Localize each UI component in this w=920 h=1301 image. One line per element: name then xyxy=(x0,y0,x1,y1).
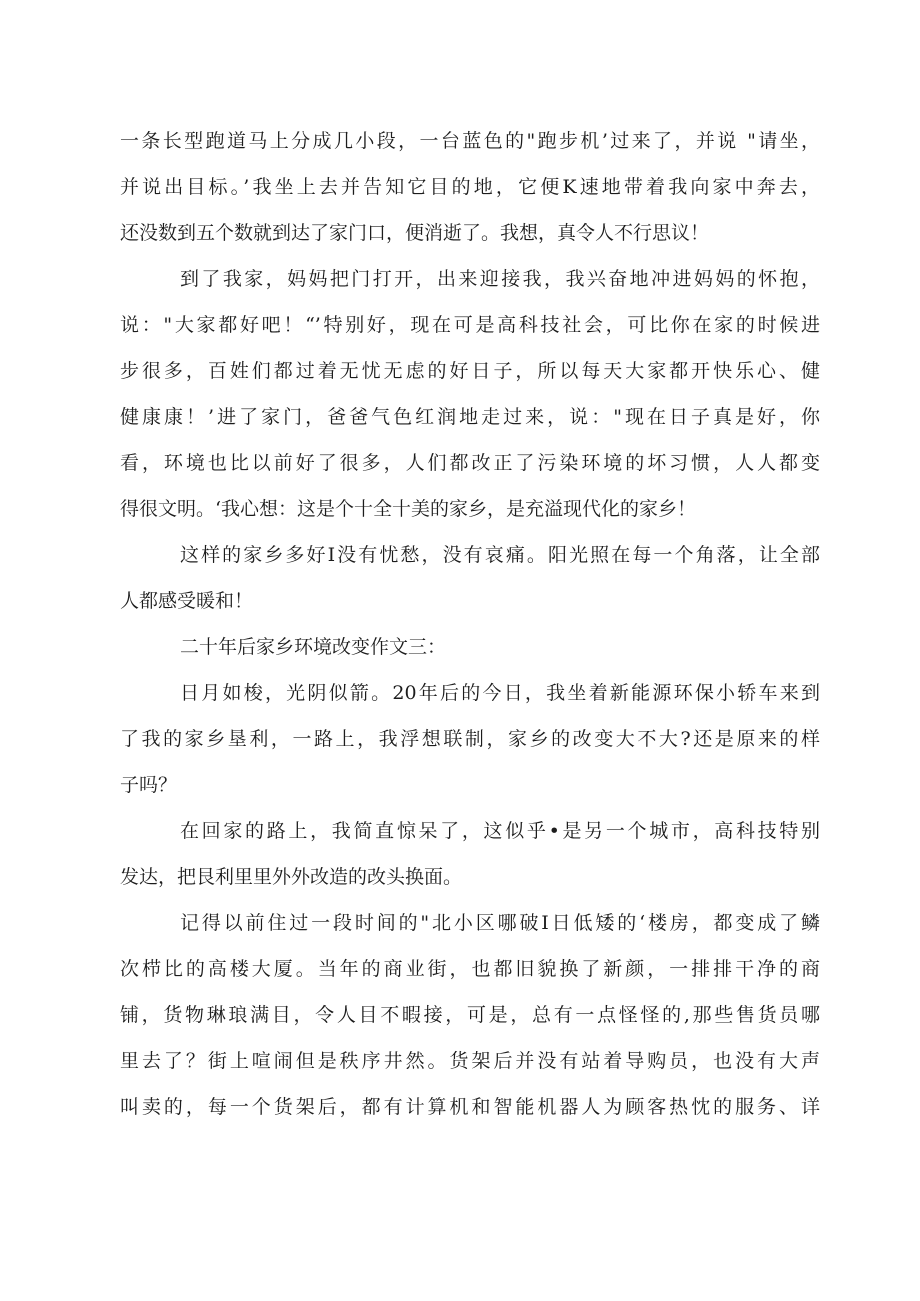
text-line: 得很文明。‘我心想：这是个十全十美的家乡，是充溢现代化的家乡！ xyxy=(120,498,697,520)
text-line: 子吗？ xyxy=(120,774,178,796)
text-line: 健康康！’进了家门，爸爸气色红润地走过来，说："现在日子真是好，你 xyxy=(120,406,820,428)
text-line: 这样的家乡多好I没有忧愁，没有哀痛。阳光照在每一个角落，让全部 xyxy=(180,544,820,566)
paragraph-4 xyxy=(120,670,820,808)
text-line: 一条长型跑道马上分成几小段，一台蓝色的"跑步机’过来了，并说 "请坐， xyxy=(120,130,820,152)
text-line: 看，环境也比以前好了很多，人们都改正了污染环境的坏习惯，人人都变 xyxy=(120,452,820,474)
text-line: 了我的家乡垦利，一路上，我浮想联制，家乡的改变大不大?还是原来的样 xyxy=(120,728,820,750)
text-line: 发达，把艮利里里外外改造的改头换面。 xyxy=(120,866,463,888)
text-line: 到了我家，妈妈把门打开，出来迎接我，我兴奋地冲进妈妈的怀抱， xyxy=(180,268,820,290)
paragraph-3 xyxy=(120,532,820,624)
text-line: 并说出目标。’我坐上去并告知它目的地，它便K速地带着我向家中奔去， xyxy=(120,176,820,198)
text-line: 铺，货物琳琅满目，令人目不暇接，可是，总有一点怪怪的,那些售货员哪 xyxy=(120,1004,820,1026)
text-line: 说："大家都好吧！“’特别好，现在可是高科技社会，可比你在家的时候进 xyxy=(120,314,820,336)
text-line: 次栉比的高楼大厦。当年的商业街，也都旧貌换了新颜，一排排干净的商 xyxy=(120,958,820,980)
text-line: 里去了？街上喧闹但是秩序井然。货架后并没有站着导购员，也没有大声 xyxy=(120,1050,820,1072)
paragraph-5 xyxy=(120,808,820,900)
text-line: 二十年后家乡环境改变作文三： xyxy=(180,636,447,658)
text-line: 日月如梭，光阴似箭。20年后的今日，我坐着新能源环保小轿车来到 xyxy=(180,682,820,704)
paragraph-1 xyxy=(120,118,820,256)
section-heading xyxy=(120,624,820,670)
text-line: 记得以前住过一段时间的"北小区哪破I日低矮的‘楼房，都变成了鳞 xyxy=(180,912,820,934)
text-line: 还没数到五个数就到达了家门口，便消逝了。我想，真令人不行思议！ xyxy=(120,222,710,244)
text-line: 在回家的路上，我简直惊呆了，这似乎•是另一个城市，高科技特别 xyxy=(180,820,820,842)
paragraph-2 xyxy=(120,256,820,532)
paragraph-6 xyxy=(120,900,820,1130)
text-line: 叫卖的，每一个货架后，都有计算机和智能机器人为顾客热忱的服务、详 xyxy=(120,1096,820,1118)
text-line: 步很多，百姓们都过着无忧无虑的好日子，所以每天大家都开快乐心、健 xyxy=(120,360,820,382)
text-line: 人都感受暖和！ xyxy=(120,590,254,612)
